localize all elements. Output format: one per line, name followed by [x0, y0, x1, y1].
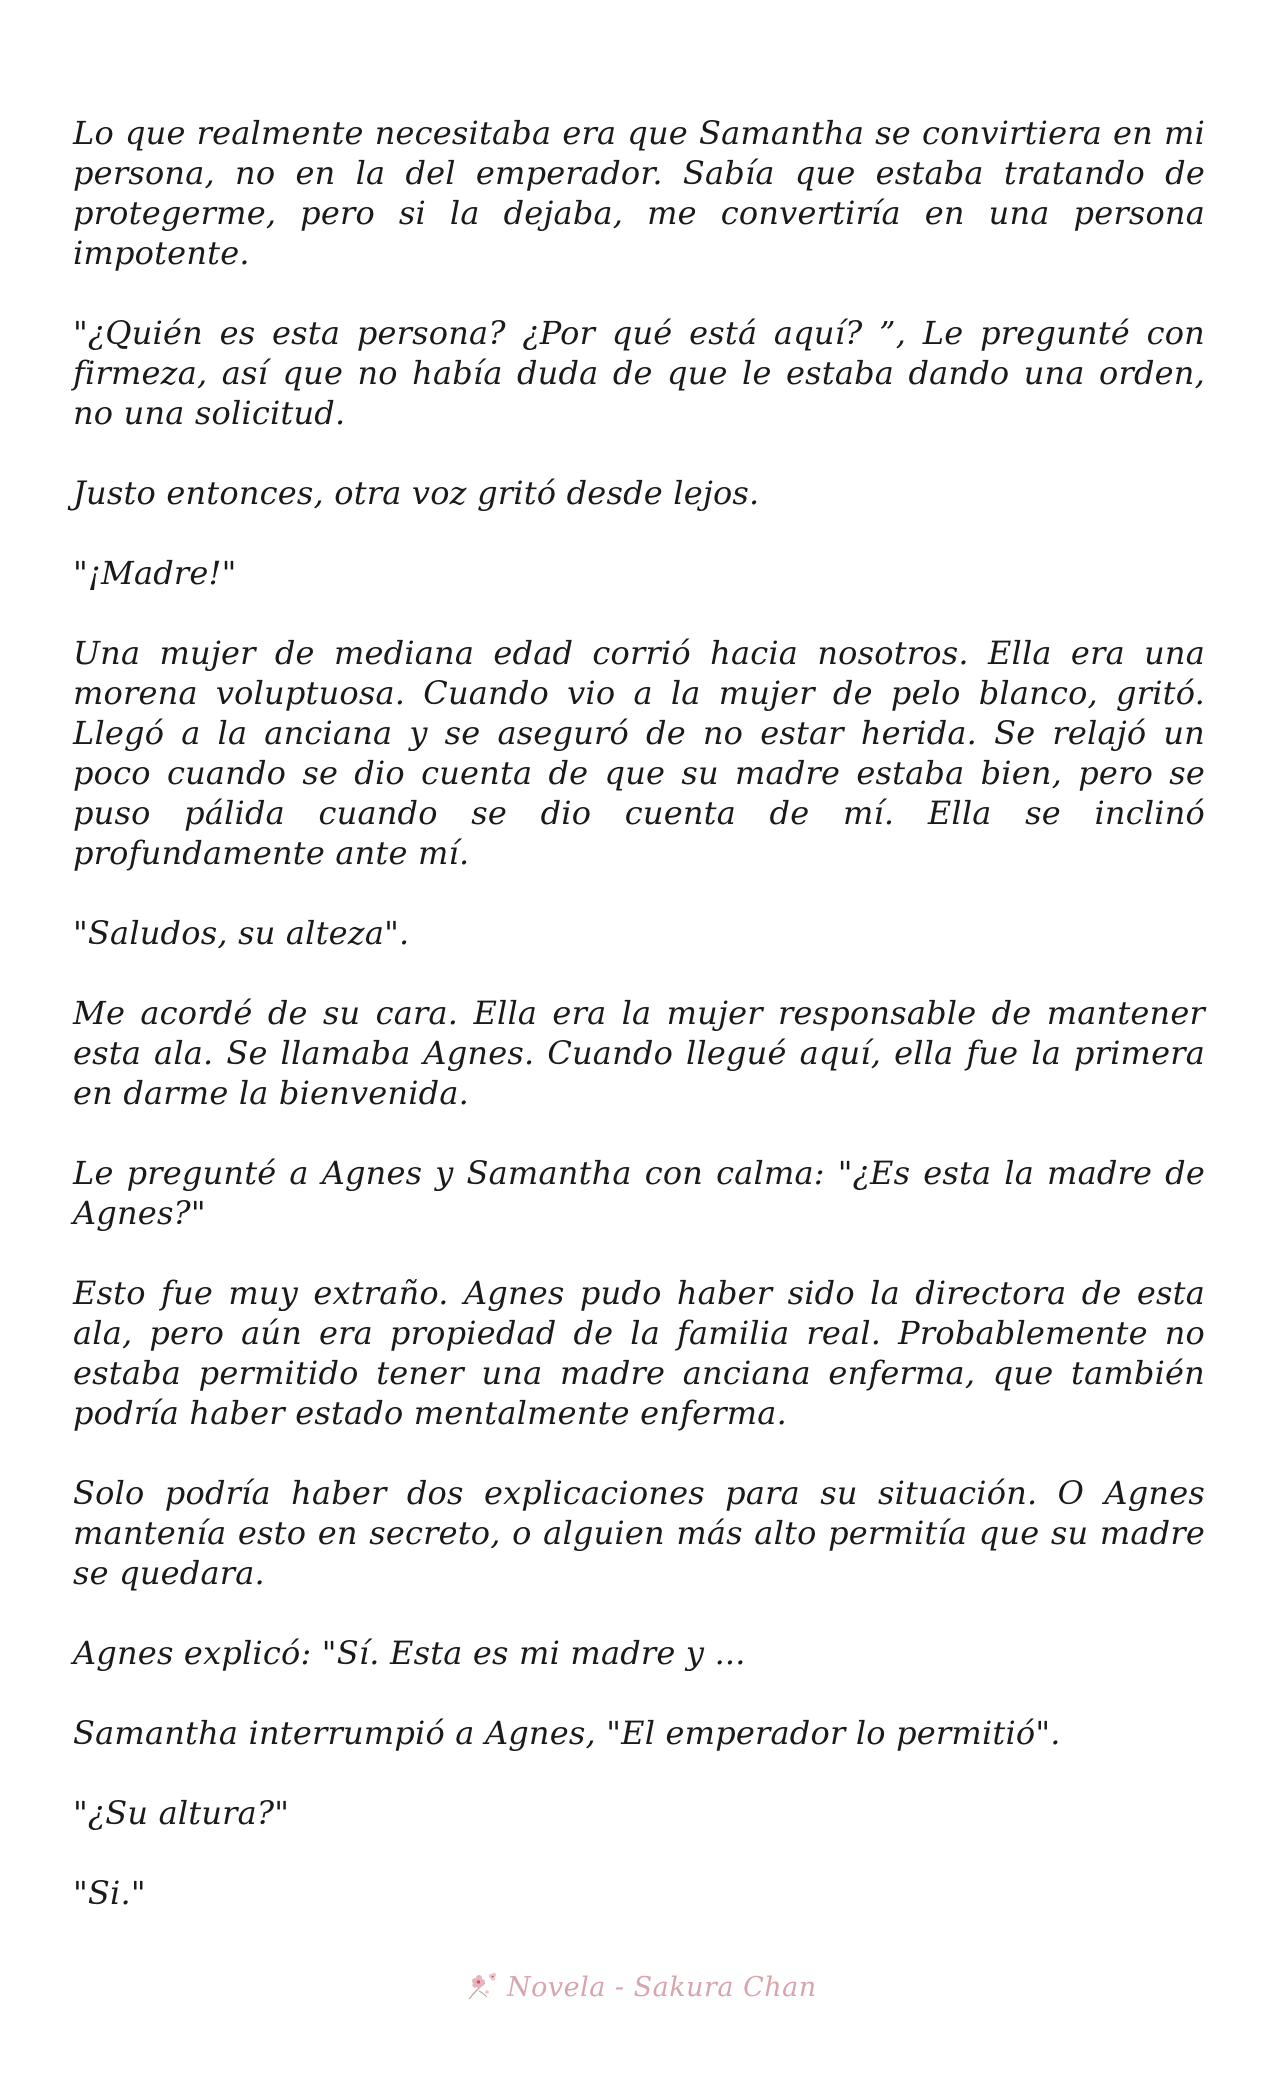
footer-watermark	[463, 1965, 817, 2009]
paragraph: Una mujer de mediana edad corrió hacia nosotros. Ella era una morena voluptuosa. Cuando vio a la mujer de pelo blanco, gritó. Llegó a la anciana y se aseguró de no estar herida. Se relajó un poco cuando se dio cuenta de que su madre estaba bien, pero se puso pálida cuando se dio cuenta de mí. Ella se inclinó profundamente ante mí.	[73, 634, 1205, 872]
paragraph: Le pregunté a Agnes y Samantha con calma: "¿Es esta la madre de Agnes?"	[73, 1154, 1205, 1232]
paragraph: "¿Su altura?"	[73, 1794, 290, 1832]
cherry-blossom-icon	[463, 1967, 503, 2007]
paragraph: "¿Quién es esta persona? ¿Por qué está aquí? ”, Le pregunté con firmeza, así que no había duda de que le estaba dando una orden, no una solicitud.	[73, 314, 1205, 432]
paragraph: Lo que realmente necesitaba era que Samantha se convirtiera en mi persona, no en la del emperador. Sabía que estaba tratando de protegerme, pero si la dejaba, me convertiría en una persona impotente.	[73, 114, 1205, 272]
paragraph: "¡Madre!"	[73, 554, 237, 592]
paragraph: Esto fue muy extraño. Agnes pudo haber sido la directora de esta ala, pero aún era propiedad de la familia real. Probablemente no estaba permitido tener una madre anciana enferma, que también podría haber estado mentalmente enferma.	[73, 1274, 1205, 1432]
paragraph: Samantha interrumpió a Agnes, "El emperador lo permitió".	[73, 1714, 1061, 1752]
paragraph: "Si."	[73, 1874, 146, 1912]
paragraph: Agnes explicó: "Sí. Esta es mi madre y ...	[73, 1634, 746, 1672]
paragraph: Solo podría haber dos explicaciones para su situación. O Agnes mantenía esto en secreto, o alguien más alto permitía que su madre se quedara.	[73, 1474, 1205, 1592]
paragraph: Me acordé de su cara. Ella era la mujer responsable de mantener esta ala. Se llamaba Agnes. Cuando llegué aquí, ella fue la primera en darme la bienvenida.	[73, 994, 1205, 1112]
paragraph: Justo entonces, otra voz gritó desde lejos.	[73, 474, 760, 512]
document-body	[73, 113, 1205, 1953]
paragraph: "Saludos, su alteza".	[73, 914, 410, 952]
footer-brand-text: Novela - Sakura Chan	[507, 1971, 817, 2003]
